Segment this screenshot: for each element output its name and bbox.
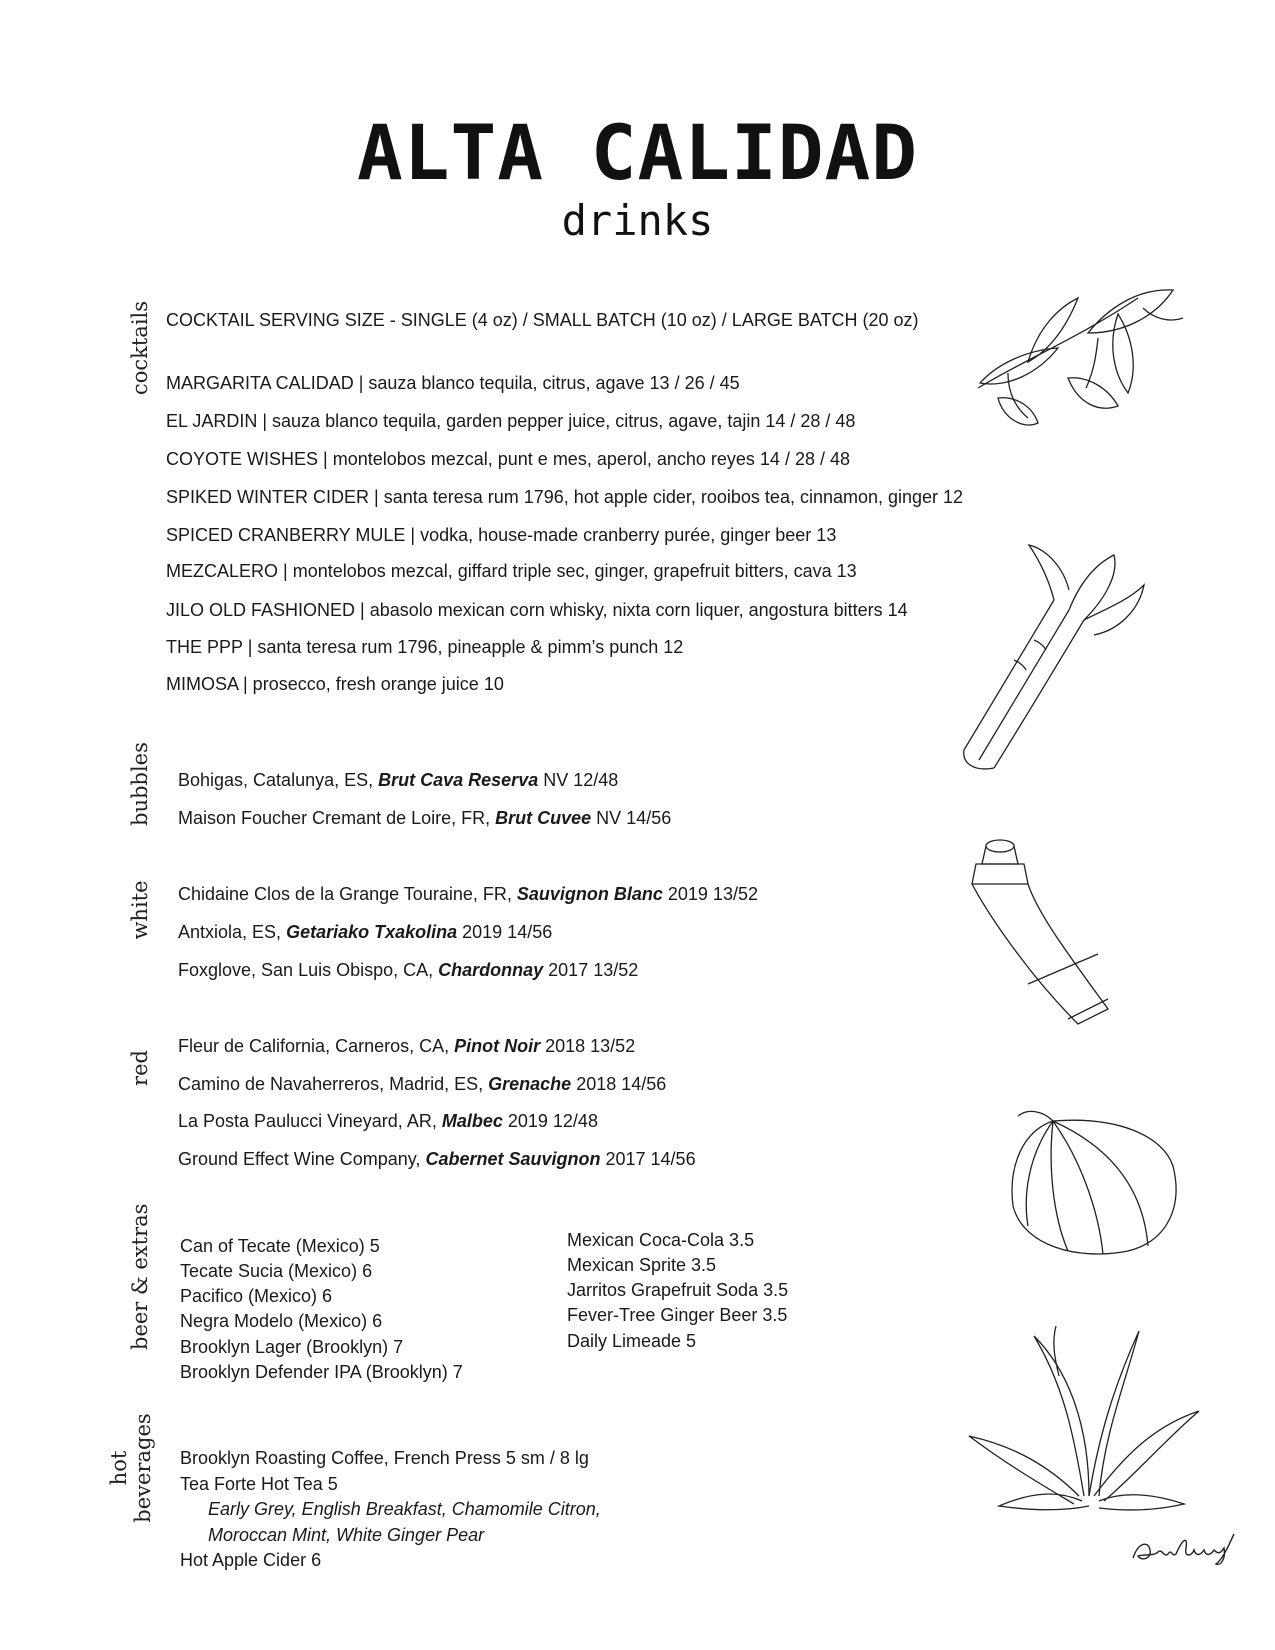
cocktail-item: MIMOSA | prosecco, fresh orange juice 10 — [166, 674, 504, 694]
beer-item: Negra Modelo (Mexico) 6 — [180, 1311, 383, 1331]
extra-item: Jarritos Grapefruit Soda 3.5 — [567, 1280, 789, 1300]
agave-icon — [964, 1316, 1204, 1516]
hot-item-cider: Hot Apple Cider 6 — [180, 1550, 322, 1570]
section-label-cocktails: cocktails — [128, 300, 152, 396]
cocktail-item: SPICED CRANBERRY MULE | vodka, house-made cranberry purée, ginger beer 13 — [166, 525, 837, 545]
beer-item: Can of Tecate (Mexico) 5 — [180, 1236, 380, 1256]
cocktail-item: THE PPP | santa teresa rum 1796, pineapple & pimm’s punch 12 — [166, 637, 684, 657]
section-label-bubbles: bubbles — [128, 742, 152, 826]
wine-item: La Posta Paulucci Vineyard, AR, Malbec 2019 12/48 — [178, 1111, 598, 1131]
extra-item: Fever-Tree Ginger Beer 3.5 — [567, 1305, 788, 1325]
extra-item: Mexican Coca-Cola 3.5 — [567, 1230, 755, 1250]
tea-flavors: Moroccan Mint, White Ginger Pear — [208, 1525, 485, 1545]
cocktail-shaker-icon — [968, 834, 1118, 1034]
menu-title: ALTA CALIDAD — [356, 108, 919, 197]
wine-item: Foxglove, San Luis Obispo, CA, Chardonnay 2017 13/52 — [178, 960, 639, 980]
cocktail-item: MARGARITA CALIDAD | sauza blanco tequila, citrus, agave 13 / 26 / 45 — [166, 373, 740, 393]
signature-icon — [1128, 1528, 1238, 1568]
beer-item: Pacifico (Mexico) 6 — [180, 1286, 333, 1306]
cocktail-item: SPIKED WINTER CIDER | santa teresa rum 1796, hot apple cider, rooibos tea, cinnamon, ginger 12 — [166, 487, 964, 507]
extra-item: Mexican Sprite 3.5 — [567, 1255, 717, 1275]
wine-item: Maison Foucher Cremant de Loire, FR, Brut Cuvee NV 14/56 — [178, 808, 672, 828]
cocktail-item: MEZCALERO | montelobos mezcal, giffard triple sec, ginger, grapefruit bitters, cava 13 — [166, 561, 857, 581]
tomatillo-branch-icon — [968, 278, 1190, 438]
wine-item: Chidaine Clos de la Grange Touraine, FR, Sauvignon Blanc 2019 13/52 — [178, 884, 758, 904]
tea-flavors: Early Grey, English Breakfast, Chamomile Citron, — [208, 1499, 601, 1519]
section-label-red: red — [128, 1050, 152, 1086]
beer-item: Tecate Sucia (Mexico) 6 — [180, 1261, 373, 1281]
section-label-white: white — [128, 880, 152, 940]
beer-item: Brooklyn Lager (Brooklyn) 7 — [180, 1337, 404, 1357]
wine-item: Antxiola, ES, Getariako Txakolina 2019 14/56 — [178, 922, 553, 942]
cocktail-item: JILO OLD FASHIONED | abasolo mexican corn whisky, nixta corn liquer, angostura bitters 14 — [166, 600, 908, 620]
section-label-hot-line1: hot — [107, 1450, 131, 1486]
celery-icon — [954, 540, 1150, 775]
hot-item-coffee: Brooklyn Roasting Coffee, French Press 5 sm / 8 lg — [180, 1448, 589, 1468]
section-label-beer: beer & extras — [128, 1203, 152, 1350]
cocktail-serving-size: COCKTAIL SERVING SIZE - SINGLE (4 oz) / SMALL BATCH (10 oz) / LARGE BATCH (20 oz) — [166, 310, 919, 330]
hot-item-tea: Tea Forte Hot Tea 5 — [180, 1474, 338, 1494]
menu-subtitle: drinks — [561, 196, 714, 245]
section-label-hot — [107, 1408, 159, 1528]
cocktail-item: EL JARDIN | sauza blanco tequila, garden pepper juice, citrus, agave, tajin 14 / 28 / 48 — [166, 411, 856, 431]
beer-item: Brooklyn Defender IPA (Brooklyn) 7 — [180, 1362, 463, 1382]
section-label-hot-line2: beverages — [131, 1413, 155, 1523]
wine-item: Fleur de California, Carneros, CA, Pinot Noir 2018 13/52 — [178, 1036, 636, 1056]
wine-item: Bohigas, Catalunya, ES, Brut Cava Reserva NV 12/48 — [178, 770, 619, 790]
wine-item: Camino de Navaherreros, Madrid, ES, Grenache 2018 14/56 — [178, 1074, 667, 1094]
cocktail-item: COYOTE WISHES | montelobos mezcal, punt e mes, aperol, ancho reyes 14 / 28 / 48 — [166, 449, 850, 469]
extra-item: Daily Limeade 5 — [567, 1331, 697, 1351]
wine-item: Ground Effect Wine Company, Cabernet Sauvignon 2017 14/56 — [178, 1149, 696, 1169]
tomatillo-icon — [998, 1106, 1188, 1261]
